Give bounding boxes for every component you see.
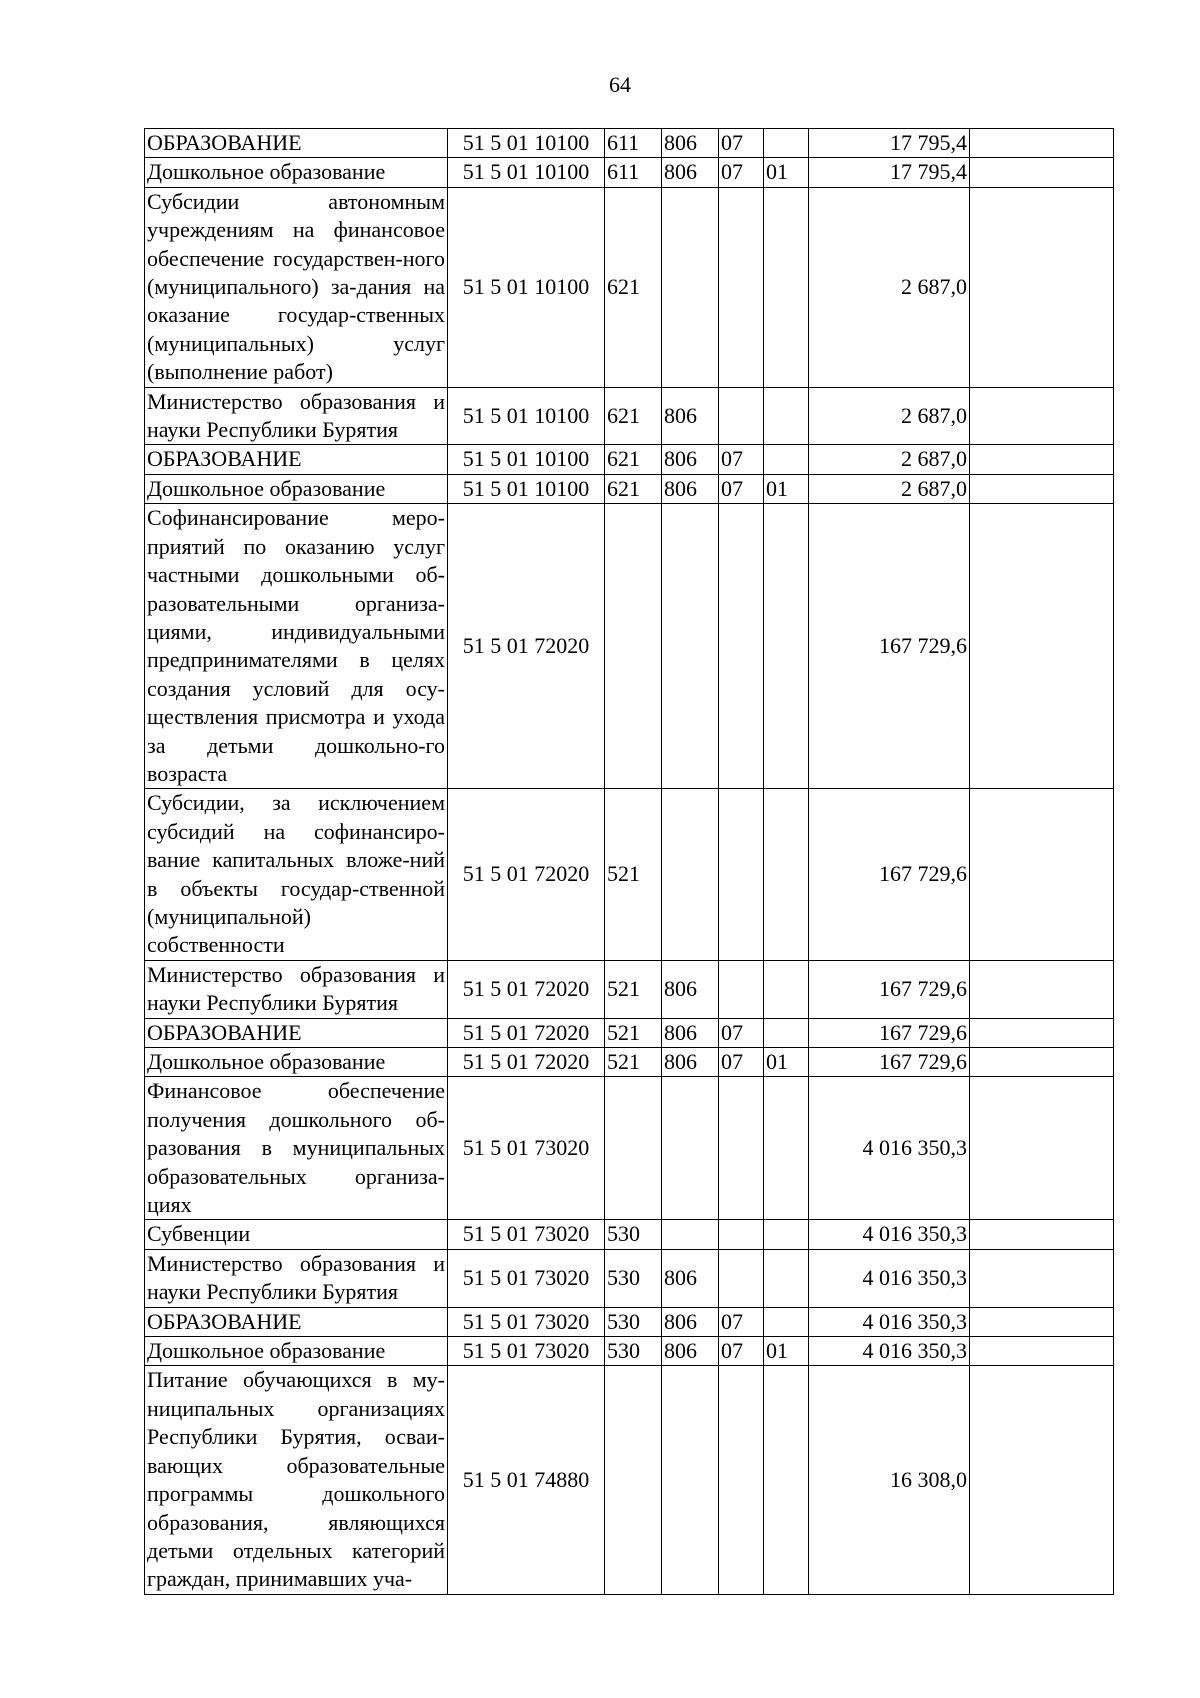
row-name-cell: Министерство образования и науки Республики Бурятия bbox=[145, 387, 448, 445]
ministry-code-cell: 806 bbox=[662, 1307, 719, 1336]
expense-type-cell: 521 bbox=[605, 960, 662, 1018]
target-article-cell: 51 5 01 73020 bbox=[448, 1307, 605, 1336]
expense-type-cell bbox=[605, 1077, 662, 1220]
subsection-code-cell bbox=[764, 1249, 809, 1307]
subsection-code-cell: 01 bbox=[764, 474, 809, 503]
page-number: 64 bbox=[609, 72, 631, 97]
empty-cell bbox=[970, 1220, 1114, 1249]
target-article-cell: 51 5 01 10100 bbox=[448, 129, 605, 158]
empty-cell bbox=[970, 1307, 1114, 1336]
row-name-cell: Субсидии, за исключением субсидий на софинансиро-вание капитальных вложе-ний в объекты государ-ственной (муниципальной) собственности bbox=[145, 789, 448, 960]
row-name-cell: Субвенции bbox=[145, 1220, 448, 1249]
empty-cell bbox=[970, 1366, 1114, 1594]
expense-type-cell: 530 bbox=[605, 1220, 662, 1249]
empty-cell bbox=[970, 445, 1114, 474]
target-article-cell: 51 5 01 10100 bbox=[448, 158, 605, 187]
empty-cell bbox=[970, 1048, 1114, 1077]
amount-cell: 4 016 350,3 bbox=[809, 1337, 970, 1366]
empty-cell bbox=[970, 504, 1114, 789]
section-code-cell bbox=[719, 1249, 764, 1307]
section-code-cell: 07 bbox=[719, 1307, 764, 1336]
row-name-cell: Министерство образования и науки Республики Бурятия bbox=[145, 1249, 448, 1307]
section-code-cell bbox=[719, 1366, 764, 1594]
section-code-cell: 07 bbox=[719, 1337, 764, 1366]
subsection-code-cell bbox=[764, 1220, 809, 1249]
section-code-cell: 07 bbox=[719, 129, 764, 158]
section-code-cell bbox=[719, 960, 764, 1018]
table-row bbox=[145, 1018, 1114, 1047]
row-name-cell: Софинансирование меро-приятий по оказанию услуг частными дошкольными об-разовательными организа-циями, индивидуальными предпринимателями в целях создания условий для осу-ществления присмотра и ухода за детьми дошкольно-го возраста bbox=[145, 504, 448, 789]
expense-type-cell: 521 bbox=[605, 1018, 662, 1047]
expense-type-cell bbox=[605, 504, 662, 789]
row-name-cell: Дошкольное образование bbox=[145, 1048, 448, 1077]
table-row bbox=[145, 187, 1114, 387]
ministry-code-cell bbox=[662, 1220, 719, 1249]
subsection-code-cell bbox=[764, 1366, 809, 1594]
subsection-code-cell: 01 bbox=[764, 1048, 809, 1077]
target-article-cell: 51 5 01 10100 bbox=[448, 445, 605, 474]
subsection-code-cell: 01 bbox=[764, 158, 809, 187]
table-row bbox=[145, 1077, 1114, 1220]
table-row bbox=[145, 1249, 1114, 1307]
target-article-cell: 51 5 01 72020 bbox=[448, 960, 605, 1018]
empty-cell bbox=[970, 789, 1114, 960]
amount-cell: 2 687,0 bbox=[809, 387, 970, 445]
table-row bbox=[145, 474, 1114, 503]
target-article-cell: 51 5 01 72020 bbox=[448, 504, 605, 789]
row-name-cell: Питание обучающихся в му-ниципальных организациях Республики Бурятия, осваи-вающих образовательные программы дошкольного образования, являющихся детьми отдельных категорий граждан, принимавших уча- bbox=[145, 1366, 448, 1594]
amount-cell: 17 795,4 bbox=[809, 158, 970, 187]
target-article-cell: 51 5 01 73020 bbox=[448, 1220, 605, 1249]
amount-cell: 2 687,0 bbox=[809, 187, 970, 387]
section-code-cell bbox=[719, 187, 764, 387]
row-name-cell: ОБРАЗОВАНИЕ bbox=[145, 129, 448, 158]
row-name-cell: Дошкольное образование bbox=[145, 158, 448, 187]
empty-cell bbox=[970, 187, 1114, 387]
ministry-code-cell: 806 bbox=[662, 387, 719, 445]
target-article-cell: 51 5 01 73020 bbox=[448, 1249, 605, 1307]
subsection-code-cell bbox=[764, 129, 809, 158]
table-row bbox=[145, 158, 1114, 187]
subsection-code-cell bbox=[764, 1018, 809, 1047]
expense-type-cell bbox=[605, 1366, 662, 1594]
expense-type-cell: 621 bbox=[605, 474, 662, 503]
expense-type-cell: 530 bbox=[605, 1249, 662, 1307]
table-row bbox=[145, 129, 1114, 158]
table-row bbox=[145, 1220, 1114, 1249]
amount-cell: 167 729,6 bbox=[809, 960, 970, 1018]
table-row bbox=[145, 445, 1114, 474]
row-name-cell: ОБРАЗОВАНИЕ bbox=[145, 1307, 448, 1336]
expense-type-cell: 530 bbox=[605, 1307, 662, 1336]
target-article-cell: 51 5 01 73020 bbox=[448, 1077, 605, 1220]
amount-cell: 167 729,6 bbox=[809, 504, 970, 789]
section-code-cell: 07 bbox=[719, 445, 764, 474]
amount-cell: 2 687,0 bbox=[809, 474, 970, 503]
empty-cell bbox=[970, 158, 1114, 187]
amount-cell: 4 016 350,3 bbox=[809, 1307, 970, 1336]
section-code-cell: 07 bbox=[719, 474, 764, 503]
subsection-code-cell bbox=[764, 504, 809, 789]
subsection-code-cell bbox=[764, 1077, 809, 1220]
ministry-code-cell: 806 bbox=[662, 1048, 719, 1077]
empty-cell bbox=[970, 1337, 1114, 1366]
ministry-code-cell bbox=[662, 1366, 719, 1594]
subsection-code-cell: 01 bbox=[764, 1337, 809, 1366]
row-name-cell: Дошкольное образование bbox=[145, 474, 448, 503]
row-name-cell: Дошкольное образование bbox=[145, 1337, 448, 1366]
ministry-code-cell: 806 bbox=[662, 445, 719, 474]
section-code-cell: 07 bbox=[719, 1018, 764, 1047]
table-row bbox=[145, 1307, 1114, 1336]
target-article-cell: 51 5 01 73020 bbox=[448, 1337, 605, 1366]
subsection-code-cell bbox=[764, 187, 809, 387]
amount-cell: 4 016 350,3 bbox=[809, 1220, 970, 1249]
section-code-cell: 07 bbox=[719, 158, 764, 187]
ministry-code-cell: 806 bbox=[662, 129, 719, 158]
table-row bbox=[145, 1366, 1114, 1594]
table-row bbox=[145, 1337, 1114, 1366]
target-article-cell: 51 5 01 72020 bbox=[448, 789, 605, 960]
empty-cell bbox=[970, 129, 1114, 158]
expense-type-cell: 611 bbox=[605, 158, 662, 187]
expense-type-cell: 521 bbox=[605, 789, 662, 960]
target-article-cell: 51 5 01 74880 bbox=[448, 1366, 605, 1594]
budget-table-body bbox=[145, 129, 1114, 1595]
table-row bbox=[145, 789, 1114, 960]
amount-cell: 4 016 350,3 bbox=[809, 1077, 970, 1220]
subsection-code-cell bbox=[764, 1307, 809, 1336]
row-name-cell: Финансовое обеспечение получения дошкольного об-разования в муниципальных образовательных организа-циях bbox=[145, 1077, 448, 1220]
ministry-code-cell bbox=[662, 789, 719, 960]
section-code-cell bbox=[719, 789, 764, 960]
amount-cell: 16 308,0 bbox=[809, 1366, 970, 1594]
empty-cell bbox=[970, 1018, 1114, 1047]
section-code-cell bbox=[719, 387, 764, 445]
subsection-code-cell bbox=[764, 445, 809, 474]
target-article-cell: 51 5 01 10100 bbox=[448, 474, 605, 503]
budget-table bbox=[144, 128, 1114, 1595]
target-article-cell: 51 5 01 72020 bbox=[448, 1018, 605, 1047]
row-name-cell: Субсидии автономным учреждениям на финансовое обеспечение государствен-ного (муниципального) за-дания на оказание государ-ственных (муниципальных) услуг (выполнение работ) bbox=[145, 187, 448, 387]
target-article-cell: 51 5 01 72020 bbox=[448, 1048, 605, 1077]
row-name-cell: ОБРАЗОВАНИЕ bbox=[145, 445, 448, 474]
subsection-code-cell bbox=[764, 960, 809, 1018]
ministry-code-cell bbox=[662, 504, 719, 789]
expense-type-cell: 530 bbox=[605, 1337, 662, 1366]
table-row bbox=[145, 960, 1114, 1018]
amount-cell: 167 729,6 bbox=[809, 1048, 970, 1077]
table-row bbox=[145, 387, 1114, 445]
ministry-code-cell: 806 bbox=[662, 1249, 719, 1307]
section-code-cell bbox=[719, 1077, 764, 1220]
target-article-cell: 51 5 01 10100 bbox=[448, 187, 605, 387]
empty-cell bbox=[970, 960, 1114, 1018]
ministry-code-cell bbox=[662, 187, 719, 387]
expense-type-cell: 621 bbox=[605, 387, 662, 445]
table-row bbox=[145, 504, 1114, 789]
section-code-cell bbox=[719, 504, 764, 789]
empty-cell bbox=[970, 1077, 1114, 1220]
ministry-code-cell: 806 bbox=[662, 960, 719, 1018]
subsection-code-cell bbox=[764, 789, 809, 960]
ministry-code-cell: 806 bbox=[662, 1018, 719, 1047]
row-name-cell: Министерство образования и науки Республики Бурятия bbox=[145, 960, 448, 1018]
ministry-code-cell: 806 bbox=[662, 474, 719, 503]
expense-type-cell: 621 bbox=[605, 445, 662, 474]
target-article-cell: 51 5 01 10100 bbox=[448, 387, 605, 445]
ministry-code-cell: 806 bbox=[662, 1337, 719, 1366]
expense-type-cell: 521 bbox=[605, 1048, 662, 1077]
amount-cell: 167 729,6 bbox=[809, 1018, 970, 1047]
section-code-cell: 07 bbox=[719, 1048, 764, 1077]
ministry-code-cell bbox=[662, 1077, 719, 1220]
expense-type-cell: 611 bbox=[605, 129, 662, 158]
row-name-cell: ОБРАЗОВАНИЕ bbox=[145, 1018, 448, 1047]
empty-cell bbox=[970, 1249, 1114, 1307]
empty-cell bbox=[970, 387, 1114, 445]
table-row bbox=[145, 1048, 1114, 1077]
amount-cell: 17 795,4 bbox=[809, 129, 970, 158]
empty-cell bbox=[970, 474, 1114, 503]
expense-type-cell: 621 bbox=[605, 187, 662, 387]
amount-cell: 167 729,6 bbox=[809, 789, 970, 960]
ministry-code-cell: 806 bbox=[662, 158, 719, 187]
section-code-cell bbox=[719, 1220, 764, 1249]
amount-cell: 2 687,0 bbox=[809, 445, 970, 474]
amount-cell: 4 016 350,3 bbox=[809, 1249, 970, 1307]
subsection-code-cell bbox=[764, 387, 809, 445]
